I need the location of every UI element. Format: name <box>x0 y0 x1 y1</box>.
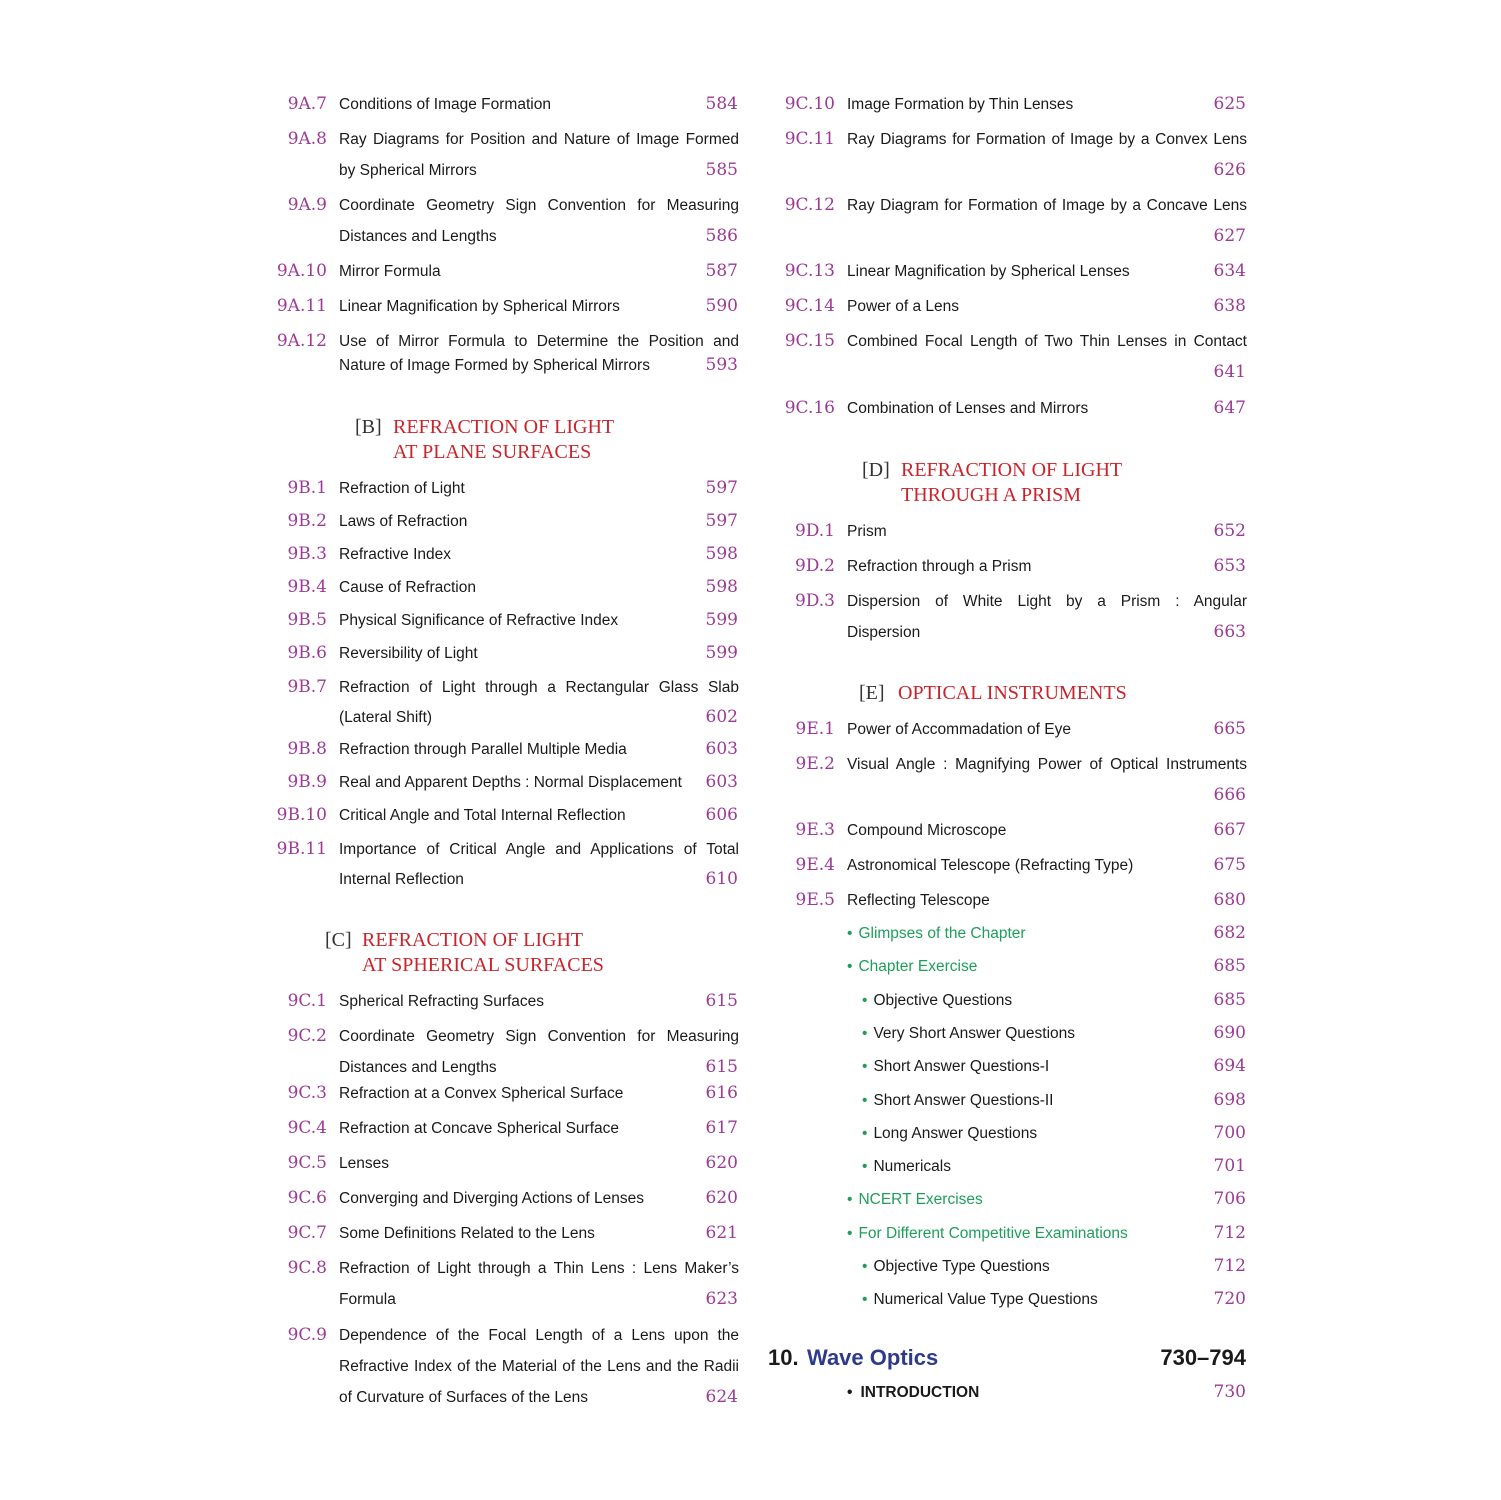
entry-number: 9B.3 <box>287 544 327 564</box>
entry-title[interactable]: Refraction of Light <box>339 480 465 497</box>
entry-number: 9C.15 <box>784 331 835 351</box>
bullet-icon: • <box>847 1191 853 1209</box>
exercise-list-item[interactable] <box>847 1191 983 1209</box>
entry-page-number[interactable]: 620 <box>705 1153 738 1173</box>
entry-page-number[interactable]: 603 <box>705 772 738 792</box>
section-title: REFRACTION OF LIGHT <box>362 929 584 951</box>
entry-number: 9E.2 <box>795 754 835 774</box>
entry-page-number[interactable]: 641 <box>1213 362 1246 382</box>
exercise-label: Glimpses of the Chapter <box>858 925 1026 942</box>
entry-page-number[interactable]: 584 <box>705 94 738 114</box>
entry-page-number[interactable]: 638 <box>1213 296 1246 316</box>
exercise-list-item[interactable] <box>862 992 1012 1010</box>
entry-number: 9A.9 <box>287 195 327 215</box>
exercise-list-item[interactable] <box>862 1058 1049 1076</box>
entry-number: 9C.3 <box>287 1083 327 1103</box>
entry-number: 9C.5 <box>287 1153 327 1173</box>
entry-title[interactable]: (Lateral Shift) <box>339 709 433 726</box>
entry-title[interactable]: Linear Magnification by Spherical Lenses <box>847 263 1130 280</box>
entry-number: 9B.1 <box>287 478 327 498</box>
section-title-line2: THROUGH A PRISM <box>901 484 1082 506</box>
entry-page-number[interactable]: 624 <box>705 1387 738 1407</box>
section-letter: [B] <box>355 416 382 438</box>
entry-title[interactable]: Refraction at a Convex Spherical Surface <box>339 1085 624 1102</box>
entry-page-number[interactable]: 602 <box>705 707 738 727</box>
entry-title[interactable]: Some Definitions Related to the Lens <box>339 1225 595 1242</box>
entry-title[interactable]: Real and Apparent Depths : Normal Displacement <box>339 774 682 791</box>
bullet-icon: • <box>847 1224 853 1242</box>
entry-title[interactable]: Distances and Lengths <box>339 228 497 245</box>
entry-title[interactable]: Reflecting Telescope <box>847 892 990 909</box>
entry-number: 9E.1 <box>795 719 835 739</box>
chapter-title[interactable]: Wave Optics <box>807 1345 939 1370</box>
entry-title[interactable]: Refractive Index of the Material of the Lens and the Radii <box>339 1358 739 1375</box>
exercise-label: Numerical Value Type Questions <box>873 1291 1098 1309</box>
entry-page-number[interactable]: 606 <box>705 805 738 825</box>
section-title-line2: AT PLANE SURFACES <box>393 441 592 463</box>
entry-title[interactable]: Compound Microscope <box>847 822 1007 839</box>
entry-title[interactable]: Laws of Refraction <box>339 513 468 530</box>
entry-title[interactable]: Cause of Refraction <box>339 579 476 596</box>
entry-title[interactable]: Spherical Refracting Surfaces <box>339 993 545 1010</box>
entry-page-number[interactable]: 599 <box>705 643 738 663</box>
entry-title[interactable]: Combination of Lenses and Mirrors <box>847 400 1089 417</box>
entry-page-number[interactable]: 680 <box>1213 890 1246 910</box>
entry-page-number[interactable]: 599 <box>705 610 738 630</box>
entry-page-number[interactable]: 585 <box>705 160 738 180</box>
entry-number: 9B.11 <box>276 839 327 859</box>
entry-number: 9E.3 <box>795 820 835 840</box>
entry-title[interactable]: Refraction of Light through a Thin Lens : Lens Maker’s <box>339 1260 739 1277</box>
entry-number: 9C.6 <box>287 1188 327 1208</box>
entry-title[interactable]: Lenses <box>339 1155 389 1172</box>
entry-page-number[interactable]: 647 <box>1213 398 1246 418</box>
bullet-icon: • <box>847 1384 853 1401</box>
entry-page-number[interactable]: 590 <box>705 296 738 316</box>
entry-page-number[interactable]: 593 <box>705 355 738 375</box>
exercise-page-number[interactable]: 685 <box>1213 989 1246 1010</box>
entry-number: 9B.9 <box>287 772 327 792</box>
entry-page-number[interactable]: 675 <box>1213 855 1246 875</box>
entry-title[interactable]: of Curvature of Surfaces of the Lens <box>339 1389 588 1406</box>
entry-page-number[interactable]: 623 <box>705 1289 738 1309</box>
entry-title[interactable]: Image Formation by Thin Lenses <box>847 96 1074 113</box>
entry-title[interactable]: Internal Reflection <box>339 871 464 888</box>
entry-number: 9E.5 <box>795 890 835 910</box>
exercise-list-item[interactable] <box>862 1158 951 1176</box>
bullet-icon: • <box>862 1124 868 1142</box>
entry-page-number[interactable]: 667 <box>1213 820 1246 840</box>
entry-page-number[interactable]: 616 <box>705 1083 738 1103</box>
entry-title[interactable]: Coordinate Geometry Sign Convention for Measuring <box>339 1028 739 1045</box>
bullet-icon: • <box>862 991 868 1009</box>
entry-title[interactable]: Ray Diagrams for Position and Nature of Image Formed <box>339 131 739 148</box>
bullet-icon: • <box>862 1058 868 1076</box>
entry-page-number[interactable]: 653 <box>1213 556 1246 576</box>
exercise-label: Short Answer Questions-II <box>873 1091 1054 1109</box>
entry-title[interactable]: Distances and Lengths <box>339 1059 497 1076</box>
entry-number: 9B.10 <box>276 805 327 825</box>
exercise-page-number[interactable]: 720 <box>1213 1289 1246 1310</box>
bullet-icon: • <box>847 958 853 976</box>
entry-number: 9C.8 <box>287 1258 327 1278</box>
entry-number: 9A.10 <box>276 261 327 281</box>
exercise-page-number[interactable]: 712 <box>1213 1222 1246 1243</box>
entry-title[interactable]: Ray Diagram for Formation of Image by a Concave Lens <box>847 197 1247 214</box>
entry-number: 9A.11 <box>276 296 327 316</box>
entry-number: 9D.3 <box>794 591 835 611</box>
entry-number: 9B.8 <box>287 739 327 759</box>
introduction-page-number[interactable]: 730 <box>1213 1382 1246 1402</box>
exercise-page-number[interactable]: 712 <box>1213 1256 1246 1276</box>
entry-title[interactable]: Converging and Diverging Actions of Lenses <box>339 1190 645 1207</box>
entry-page-number[interactable]: 615 <box>705 1057 738 1077</box>
entry-page-number[interactable]: 598 <box>705 544 738 564</box>
entry-number: 9C.11 <box>784 129 835 149</box>
entry-title[interactable]: Importance of Critical Angle and Applications of Total <box>339 841 739 858</box>
exercise-list-item[interactable] <box>862 1291 1098 1309</box>
section-title: REFRACTION OF LIGHT <box>901 459 1123 481</box>
exercise-page-number[interactable]: 682 <box>1213 923 1246 943</box>
entry-title[interactable]: Mirror Formula <box>339 263 441 280</box>
exercise-page-number[interactable]: 698 <box>1213 1089 1246 1110</box>
entry-title[interactable]: Refractive Index <box>339 546 451 563</box>
exercise-page-number[interactable]: 685 <box>1213 956 1246 977</box>
exercise-label: For Different Competitive Examinations <box>858 1224 1128 1242</box>
entry-title[interactable]: Visual Angle : Magnifying Power of Optical Instruments <box>847 756 1247 773</box>
chapter-number: 10. <box>768 1345 799 1370</box>
entry-number: 9A.12 <box>276 331 327 351</box>
entry-number: 9D.1 <box>794 521 835 541</box>
entry-page-number[interactable]: 610 <box>705 869 738 889</box>
entry-number: 9C.12 <box>784 195 835 215</box>
exercise-page-number[interactable]: 690 <box>1213 1022 1246 1043</box>
entry-page-number[interactable]: 626 <box>1213 160 1246 180</box>
introduction-item[interactable] <box>847 1384 979 1402</box>
entry-number: 9C.7 <box>287 1223 327 1243</box>
entry-number: 9B.2 <box>287 511 327 531</box>
entry-title[interactable]: Conditions of Image Formation <box>339 96 551 113</box>
exercise-list-item[interactable] <box>847 925 1026 943</box>
entry-title[interactable]: Combined Focal Length of Two Thin Lenses in Contact <box>847 333 1247 350</box>
exercise-list-item[interactable] <box>847 958 977 976</box>
exercise-label: Objective Questions <box>873 991 1013 1009</box>
entry-title[interactable]: Refraction through Parallel Multiple Media <box>339 741 627 758</box>
entry-page-number[interactable]: 587 <box>705 261 738 281</box>
entry-title[interactable]: Refraction of Light through a Rectangular Glass Slab <box>339 679 739 696</box>
entry-title[interactable]: Nature of Image Formed by Spherical Mirrors <box>339 357 650 374</box>
bullet-icon: • <box>862 1291 868 1309</box>
section-title: OPTICAL INSTRUMENTS <box>898 682 1127 704</box>
entry-number: 9E.4 <box>795 855 835 875</box>
entry-title[interactable]: Power of a Lens <box>847 298 960 315</box>
entry-page-number[interactable]: 663 <box>1213 622 1246 642</box>
entry-number: 9C.14 <box>784 296 835 316</box>
entry-title[interactable]: Refraction through a Prism <box>847 558 1032 575</box>
exercise-list-item[interactable] <box>847 1225 1128 1243</box>
entry-number: 9A.8 <box>287 129 327 149</box>
exercise-list-item[interactable] <box>862 1125 1037 1143</box>
entry-title[interactable]: by Spherical Mirrors <box>339 162 477 179</box>
entry-title[interactable]: Power of Accommadation of Eye <box>847 721 1072 738</box>
bullet-icon: • <box>862 1158 868 1176</box>
entry-page-number[interactable]: 586 <box>705 226 738 246</box>
exercise-label: Objective Type Questions <box>873 1258 1050 1275</box>
entry-number: 9D.2 <box>794 556 835 576</box>
entry-title[interactable]: Critical Angle and Total Internal Reflection <box>339 807 626 824</box>
entry-page-number[interactable]: 652 <box>1213 521 1246 541</box>
entry-number: 9B.5 <box>287 610 327 630</box>
entry-title[interactable]: Refraction at Concave Spherical Surface <box>339 1120 620 1137</box>
entry-number: 9C.2 <box>287 1026 327 1046</box>
chapter-page-range: 730–794 <box>1160 1345 1246 1370</box>
entry-page-number[interactable]: 603 <box>705 739 738 759</box>
entry-page-number[interactable]: 597 <box>705 478 738 498</box>
entry-number: 9B.6 <box>287 643 327 663</box>
entry-title[interactable]: Coordinate Geometry Sign Convention for Measuring <box>339 197 739 214</box>
entry-page-number[interactable]: 634 <box>1213 261 1246 281</box>
entry-number: 9C.16 <box>784 398 835 418</box>
exercise-page-number[interactable]: 694 <box>1213 1056 1246 1077</box>
entry-title[interactable]: Dispersion <box>847 624 921 641</box>
entry-title[interactable]: Use of Mirror Formula to Determine the Position and <box>339 333 739 350</box>
section-letter: [E] <box>859 682 885 704</box>
entry-title[interactable]: Formula <box>339 1291 396 1308</box>
entry-number: 9B.4 <box>287 577 327 597</box>
entry-page-number[interactable]: 625 <box>1213 94 1246 114</box>
entry-title[interactable]: Ray Diagrams for Formation of Image by a Convex Lens <box>847 131 1247 148</box>
bullet-icon: • <box>847 925 853 942</box>
entry-number: 9C.9 <box>287 1325 327 1345</box>
section-title: REFRACTION OF LIGHT <box>393 416 615 438</box>
entry-title[interactable]: Physical Significance of Refractive Index <box>339 612 619 629</box>
entry-title[interactable]: Prism <box>847 523 887 540</box>
exercise-page-number[interactable]: 701 <box>1213 1156 1246 1177</box>
exercise-page-number[interactable]: 706 <box>1213 1189 1246 1210</box>
exercise-page-number[interactable]: 700 <box>1213 1122 1246 1143</box>
entry-title[interactable]: Dependence of the Focal Length of a Lens upon the <box>339 1327 739 1344</box>
section-letter: [C] <box>325 929 352 951</box>
entry-number: 9C.10 <box>784 94 835 114</box>
bullet-icon: • <box>862 1258 868 1275</box>
entry-page-number[interactable]: 617 <box>705 1118 738 1138</box>
section-letter: [D] <box>862 459 890 481</box>
entry-number: 9C.13 <box>784 261 835 281</box>
entry-title[interactable]: Reversibility of Light <box>339 645 478 662</box>
entry-number: 9B.7 <box>287 677 327 697</box>
entry-title[interactable]: Astronomical Telescope (Refracting Type) <box>847 857 1134 874</box>
entry-page-number[interactable]: 627 <box>1213 226 1246 246</box>
entry-title[interactable]: Linear Magnification by Spherical Mirrors <box>339 298 620 315</box>
entry-title[interactable]: Dispersion of White Light by a Prism : Angular <box>847 593 1247 610</box>
entry-page-number[interactable]: 666 <box>1213 785 1246 805</box>
entry-number: 9C.1 <box>287 991 327 1011</box>
entry-page-number[interactable]: 597 <box>705 511 738 531</box>
section-title-line2: AT SPHERICAL SURFACES <box>362 954 604 976</box>
entry-number: 9A.7 <box>287 94 327 114</box>
exercise-label: Short Answer Questions-I <box>873 1058 1050 1076</box>
introduction-label: INTRODUCTION <box>860 1384 980 1401</box>
exercise-label: Chapter Exercise <box>858 958 978 976</box>
bullet-icon: • <box>862 1091 868 1109</box>
exercise-list-item[interactable] <box>862 1092 1054 1110</box>
exercise-label: NCERT Exercises <box>858 1191 983 1209</box>
exercise-list-item[interactable] <box>862 1025 1075 1043</box>
exercise-label: Numericals <box>873 1158 951 1176</box>
entry-number: 9C.4 <box>287 1118 327 1138</box>
bullet-icon: • <box>862 1024 868 1042</box>
entry-page-number[interactable]: 620 <box>705 1188 738 1208</box>
entry-page-number[interactable]: 621 <box>705 1223 738 1243</box>
entry-page-number[interactable]: 615 <box>705 991 738 1011</box>
exercise-label: Very Short Answer Questions <box>873 1024 1076 1042</box>
entry-page-number[interactable]: 598 <box>705 577 738 597</box>
exercise-label: Long Answer Questions <box>873 1124 1038 1142</box>
entry-page-number[interactable]: 665 <box>1213 719 1246 739</box>
exercise-list-item[interactable] <box>862 1258 1050 1276</box>
